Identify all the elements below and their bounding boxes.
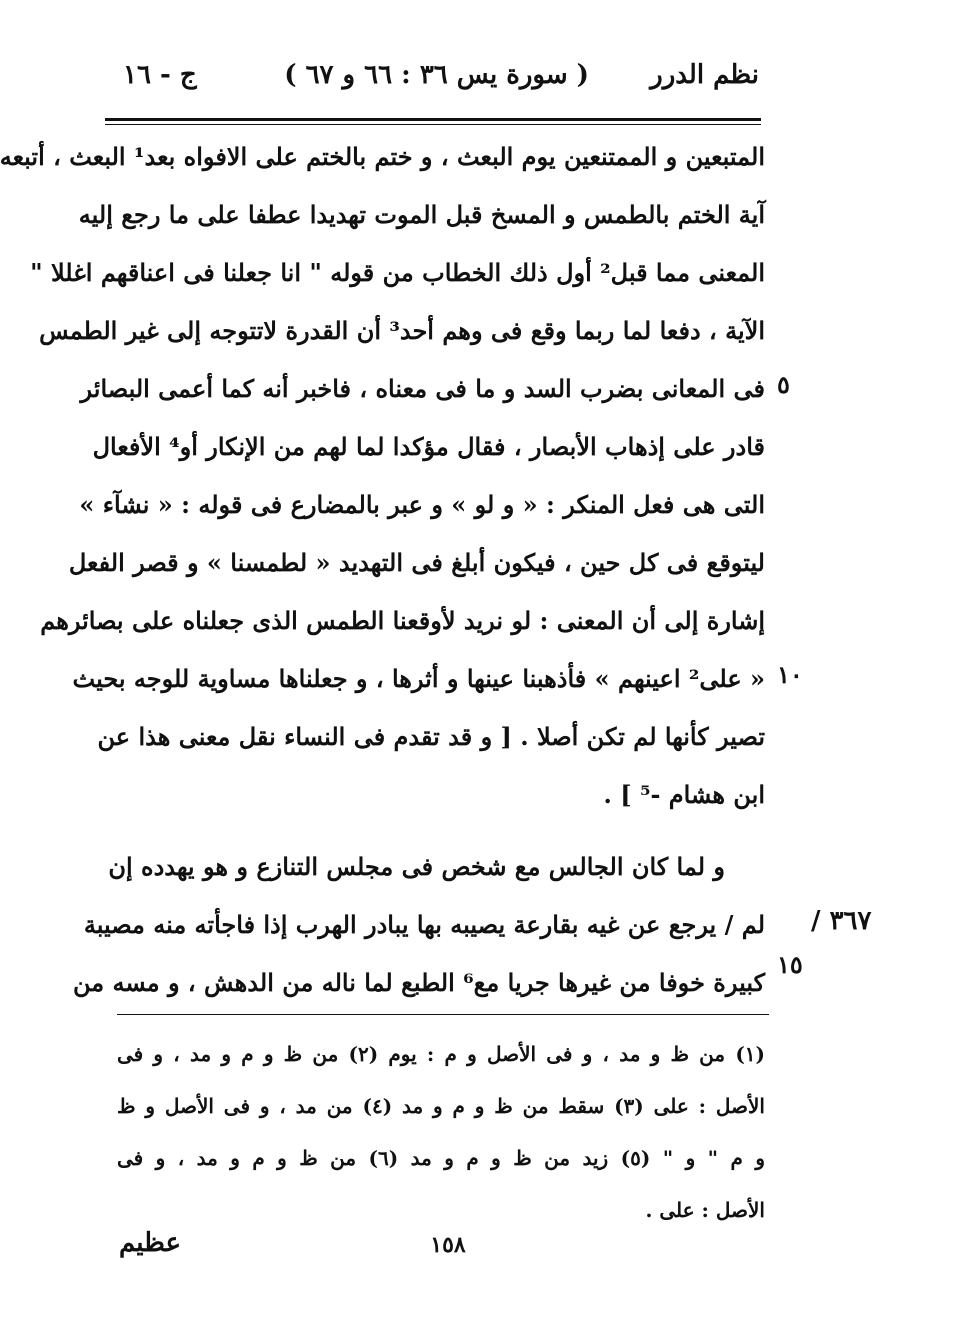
text-line: ليتوقع فى كل حين ، فيكون أبلغ فى التهديد « لطمسنا » و قصر الفعل [68, 548, 765, 577]
footnote-line: الأصل : على (٣) سقط من ظ و م و مد (٤) من مد ، و فى الأصل و ظ [117, 1094, 765, 1118]
text-line: التى هى فعل المنكر : « و لو » و عبر بالمضارع فى قوله : « نشآء » [79, 490, 765, 519]
text-line: آية الختم بالطمس و المسخ قبل الموت تهديدا عطفا على ما رجع إليه [78, 200, 765, 229]
footnote-line: (١) من ظ و مد ، و فى الأصل و م : يوم (٢) من ظ و م و مد ، و فى [117, 1042, 765, 1066]
page-number: ١٥٨ [430, 1232, 466, 1258]
catchword: عظيم [119, 1228, 181, 1258]
footnote-rule [117, 1014, 769, 1015]
footnotes [117, 1028, 765, 1236]
footnote-line: الأصل : على . [645, 1198, 765, 1222]
text-line: لم / يرجع عن غيه بقارعة يصيبه بها يبادر الهرب إذا فاجأته منه مصيبة [83, 910, 765, 939]
text-line: الآية ، دفعا لما ربما وقع فى وهم أحد³ أن القدرة لاتتوجه إلى غير الطمس [39, 316, 765, 345]
header-rule-thin [105, 124, 761, 125]
text-line: المتبعين و الممتنعين يوم البعث ، و ختم بالختم على الافواه بعد¹ البعث ، أتبعه [0, 142, 765, 171]
manuscript-page-marker: ٣٦٧ / [811, 906, 872, 936]
line-number-10: ١٠ [777, 660, 803, 689]
text-line: تصير كأنها لم تكن أصلا . [ و قد تقدم فى النساء نقل معنى هذا عن [97, 722, 765, 751]
text-line: المعنى مما قبل² أول ذلك الخطاب من قوله " انا جعلنا فى اعناقهم اغللا " [30, 258, 765, 287]
text-line: إشارة إلى أن المعنى : لو نريد لأوقعنا الطمس الذى جعلناه على بصائرهم [40, 606, 765, 635]
line-number-5: ٥ [777, 370, 790, 399]
running-title: نظم الدرر [650, 60, 759, 90]
line-number-15: ١٥ [777, 950, 803, 979]
text-line: فى المعانى بضرب السد و ما فى معناه ، فاخبر أنه كما أعمى البصائر [80, 374, 765, 403]
volume-label: ج - ١٦ [123, 60, 197, 90]
text-line: « على² اعينهم » فأذهبنا عينها و أثرها ، و جعلناها مساوية للوجه بحيث [72, 664, 765, 693]
surah-reference: ( سورة يس ٣٦ : ٦٦ و ٦٧ ) [284, 60, 589, 90]
text-line: كبيرة خوفا من غيرها جريا مع⁶ الطبع لما ناله من الدهش ، و مسه من [73, 968, 765, 997]
main-text [0, 128, 765, 1012]
header-rule [105, 118, 761, 121]
text-line: ابن هشام -⁵ ] . [603, 780, 765, 809]
footnote-line: و م " و " (٥) زيد من ظ و م و مد (٦) من ظ و م و مد ، و فى [117, 1146, 765, 1170]
paragraph-gap [117, 824, 765, 838]
text-line: قادر على إذهاب الأبصار ، فقال مؤكدا لما لهم من الإنكار أو⁴ الأفعال [92, 432, 765, 461]
text-line: و لما كان الجالس مع شخص فى مجلس التنازع و هو يهدده إن [108, 852, 725, 881]
